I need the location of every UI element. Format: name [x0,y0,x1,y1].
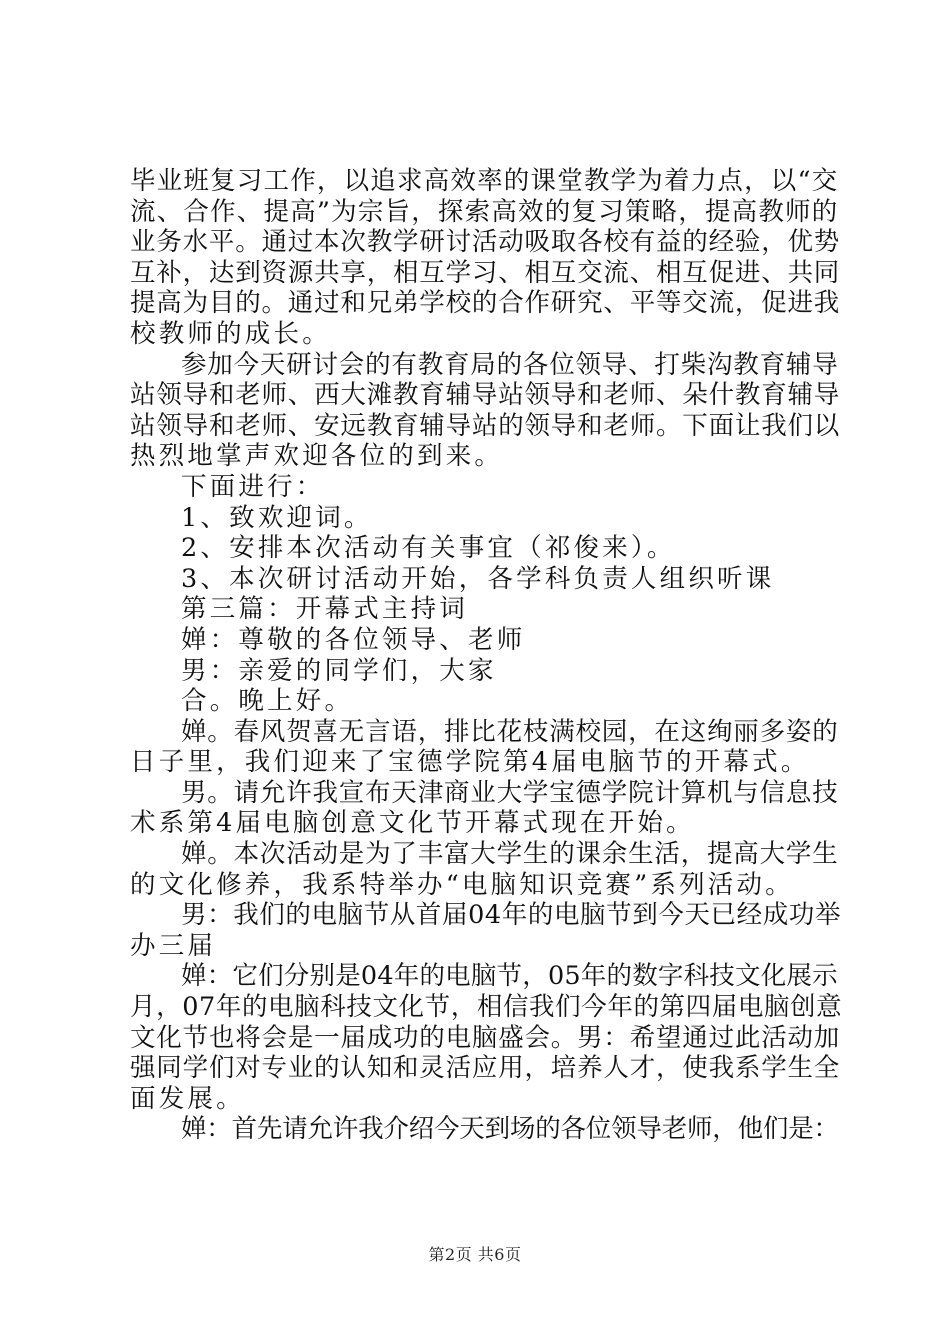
text-line: 婵：它们分别是04年的电脑节，05年的数字科技文化展示 [181,961,838,992]
text-line: 业务水平。通过本次教学研讨活动吸取各校有益的经验，优势 [130,227,841,258]
page-number-label: 第2页 共6页 [428,1245,522,1264]
text-line: 强同学们对专业的认知和灵活应用，培养人才，使我系学生全 [130,1053,841,1084]
page-footer [0,1245,950,1265]
text-line: 下面进行： [181,471,325,502]
text-line: 毕业班复习工作，以追求高效率的课堂教学为着力点，以“交 [130,166,839,196]
text-line: 2、安排本次活动有关事宜（祁俊来）。 [181,533,676,564]
text-line: 参加今天研讨会的有教育局的各位领导、打柴沟教育辅导 [181,349,839,380]
text-line: 的文化修养，我系特举办“电脑知识竞赛”系列活动。 [130,869,794,900]
text-line: 婵。本次活动是为了丰富大学生的课余生活，提高大学生 [181,839,839,870]
text-line: 热烈地掌声欢迎各位的到来。 [130,441,504,472]
text-line: 校教师的成长。 [130,318,331,349]
text-line: 男：亲爱的同学们，大家 [181,655,497,686]
text-line: 月，07年的电脑科技文化节，相信我们今年的第四届电脑创意 [130,992,843,1023]
text-line: 婵：首先请允许我介绍今天到场的各位领导老师，他们是： [181,1114,839,1145]
text-line: 面发展。 [130,1083,245,1114]
text-line: 提高为目的。通过和兄弟学校的合作研究、平等交流，促进我 [130,288,841,319]
text-line: 1、致欢迎词。 [181,502,373,533]
text-line: 合。晚上好。 [181,686,354,717]
text-line: 男：我们的电脑节从首届04年的电脑节到今天已经成功举 [181,900,842,931]
text-line: 婵：尊敬的各位领导、老师 [181,624,526,655]
text-line: 站领导和老师、安远教育辅导站的领导和老师。下面让我们以 [130,410,841,441]
text-line: 第三篇：开幕式主持词 [181,594,469,625]
text-line: 流、合作、提高”为宗旨，探索高效的复习策略，提高教师的 [130,196,839,227]
text-line: 男。请允许我宣布天津商业大学宝德学院计算机与信息技 [181,777,839,808]
text-line: 站领导和老师、西大滩教育辅导站领导和老师、朵什教育辅导 [130,380,841,411]
text-line: 文化节也将会是一届成功的电脑盛会。男：希望通过此活动加 [130,1022,841,1053]
text-line: 日子里，我们迎来了宝德学院第4届电脑节的开幕式。 [130,747,810,778]
text-line: 3、本次研讨活动开始，各学科负责人组织听课 [181,563,775,594]
text-line: 术系第4届电脑创意文化节开幕式现在开始。 [130,808,695,839]
document-body [130,166,842,1145]
text-line: 办三届 [130,930,217,961]
text-line: 互补，达到资源共享，相互学习、相互交流、相互促进、共同 [130,257,841,288]
text-line: 婵。春风贺喜无言语，排比花枝满校园，在这绚丽多姿的 [181,716,839,747]
